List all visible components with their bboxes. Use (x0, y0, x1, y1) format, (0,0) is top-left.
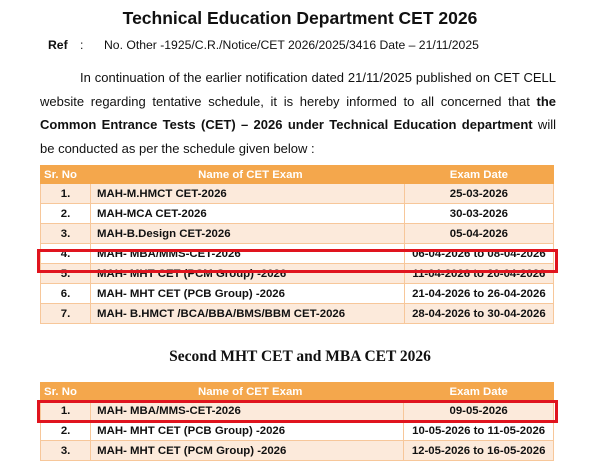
cell-date: 05-04-2026 (404, 224, 553, 244)
cell-name: MAH-MCA CET-2026 (91, 204, 405, 224)
table-header-row (41, 383, 554, 401)
table-row-highlighted (41, 244, 554, 264)
table-row (41, 441, 554, 461)
cell-date: 28-04-2026 to 30-04-2026 (404, 304, 553, 324)
document-title: Technical Education Department CET 2026 (122, 8, 478, 28)
cell-name: MAH- MHT CET (PCM Group) -2026 (91, 264, 405, 284)
ref-text: No. Other -1925/C.R./Notice/CET 2026/2025/3416 Date – 21/11/2025 (104, 38, 479, 52)
cell-name: MAH-B.Design CET-2026 (91, 224, 405, 244)
cell-name: MAH- MBA/MMS-CET-2026 (91, 401, 404, 421)
cell-name: MAH- MHT CET (PCB Group) -2026 (91, 421, 404, 441)
paragraph-part1: In continuation of the earlier notification dated 21/11/2025 published on CET CELL website regarding tentative schedule, it is hereby informed to all concerned that (40, 70, 556, 109)
table-row (41, 224, 554, 244)
cell-sr: 3. (41, 441, 91, 461)
table-row (41, 264, 554, 284)
paragraph-bold: the Common Entrance Tests (CET) – 2026 under Technical Education department (40, 93, 556, 132)
cell-date: 06-04-2026 to 08-04-2026 (404, 244, 553, 264)
cell-date: 10-05-2026 to 11-05-2026 (404, 421, 554, 441)
cell-sr: 5. (41, 264, 91, 284)
header-sr-no: Sr. No (41, 383, 91, 401)
paragraph-part2: will be conducted as per the schedule given below : (40, 117, 556, 156)
header-exam-name: Name of CET Exam (91, 383, 404, 401)
table-row (41, 421, 554, 441)
reference-line (48, 38, 479, 52)
cell-date: 21-04-2026 to 26-04-2026 (404, 284, 553, 304)
header-sr-no: Sr. No (41, 166, 91, 184)
table-row (41, 204, 554, 224)
cell-sr: 4. (41, 244, 91, 264)
table-row-highlighted (41, 401, 554, 421)
cet-schedule-table (40, 165, 554, 324)
cell-date: 25-03-2026 (404, 184, 553, 204)
cell-sr: 2. (41, 204, 91, 224)
second-cet-schedule-table (40, 382, 554, 461)
notice-paragraph (40, 66, 556, 160)
cell-sr: 2. (41, 421, 91, 441)
cell-date: 09-05-2026 (404, 401, 554, 421)
table-row (41, 184, 554, 204)
cell-date: 11-04-2026 to 20-04-2026 (404, 264, 553, 284)
cell-sr: 1. (41, 184, 91, 204)
header-exam-date: Exam Date (404, 383, 554, 401)
table-row (41, 284, 554, 304)
cell-sr: 6. (41, 284, 91, 304)
cell-date: 30-03-2026 (404, 204, 553, 224)
header-exam-name: Name of CET Exam (91, 166, 405, 184)
cell-date: 12-05-2026 to 16-05-2026 (404, 441, 554, 461)
cell-name: MAH- B.HMCT /BCA/BBA/BMS/BBM CET-2026 (91, 304, 405, 324)
cell-sr: 7. (41, 304, 91, 324)
cell-name: MAH- MBA/MMS-CET-2026 (91, 244, 405, 264)
table-header-row (41, 166, 554, 184)
ref-label: Ref (48, 38, 68, 52)
cell-name: MAH- MHT CET (PCB Group) -2026 (91, 284, 405, 304)
cell-name: MAH-M.HMCT CET-2026 (91, 184, 405, 204)
header-exam-date: Exam Date (404, 166, 553, 184)
cell-sr: 3. (41, 224, 91, 244)
section-subtitle: Second MHT CET and MBA CET 2026 (169, 348, 431, 365)
cell-sr: 1. (41, 401, 91, 421)
table-row (41, 304, 554, 324)
ref-colon: : (80, 38, 84, 52)
cell-name: MAH- MHT CET (PCM Group) -2026 (91, 441, 404, 461)
